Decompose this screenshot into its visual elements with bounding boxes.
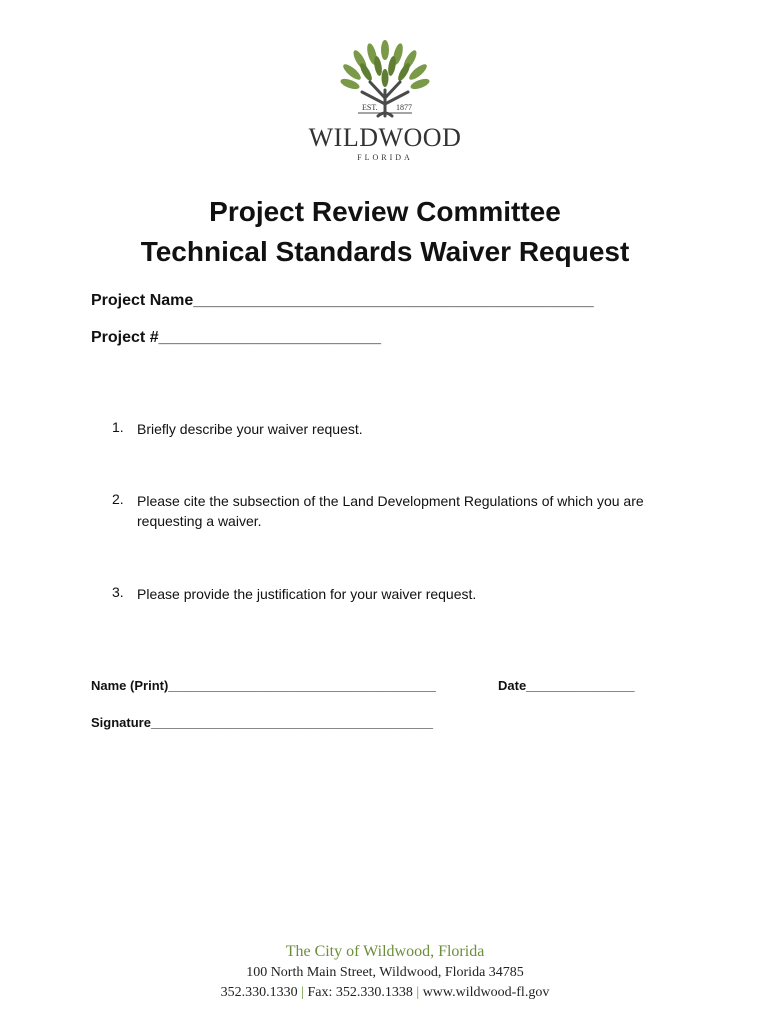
question-number: 2. bbox=[112, 491, 124, 507]
signature-field[interactable]: Signature_______________________________________ bbox=[91, 715, 433, 730]
question-text: Please provide the justification for your waiver request. bbox=[137, 586, 477, 602]
est-label: EST. bbox=[362, 103, 378, 112]
question-number: 3. bbox=[112, 584, 124, 600]
city-logo bbox=[300, 38, 470, 168]
footer-address: 100 North Main Street, Wildwood, Florida 34785 bbox=[246, 965, 524, 980]
logo-wordmark: WILDWOOD bbox=[308, 123, 462, 152]
footer-phone: 352.330.1330 bbox=[220, 985, 298, 1000]
footer-website[interactable]: www.wildwood-fl.gov bbox=[422, 985, 550, 1000]
question-number: 1. bbox=[112, 419, 124, 435]
form-title-line2: Technical Standards Waiver Request bbox=[140, 236, 630, 267]
footer-contact bbox=[0, 985, 770, 1001]
logo-state: FLORIDA bbox=[357, 153, 413, 162]
name-print-field[interactable]: Name (Print)_____________________________________ bbox=[91, 678, 436, 693]
footer-separator: | bbox=[301, 985, 304, 1000]
footer-fax: Fax: 352.330.1338 bbox=[307, 985, 413, 1000]
date-field[interactable]: Date_______________ bbox=[498, 678, 635, 693]
tree-icon bbox=[300, 38, 470, 168]
question-text: Please cite the subsection of the Land Development Regulations of which you are requesting a waiver. bbox=[137, 493, 644, 529]
footer-separator: | bbox=[416, 985, 420, 1000]
project-number-field[interactable]: Project #_________________________ bbox=[91, 329, 382, 346]
question-text: Briefly describe your waiver request. bbox=[137, 421, 363, 437]
footer-city: The City of Wildwood, Florida bbox=[285, 943, 485, 960]
project-name-field[interactable]: Project Name_____________________________________________ bbox=[91, 292, 594, 309]
est-year: 1877 bbox=[396, 103, 412, 112]
form-title-line1: Project Review Committee bbox=[209, 196, 561, 227]
